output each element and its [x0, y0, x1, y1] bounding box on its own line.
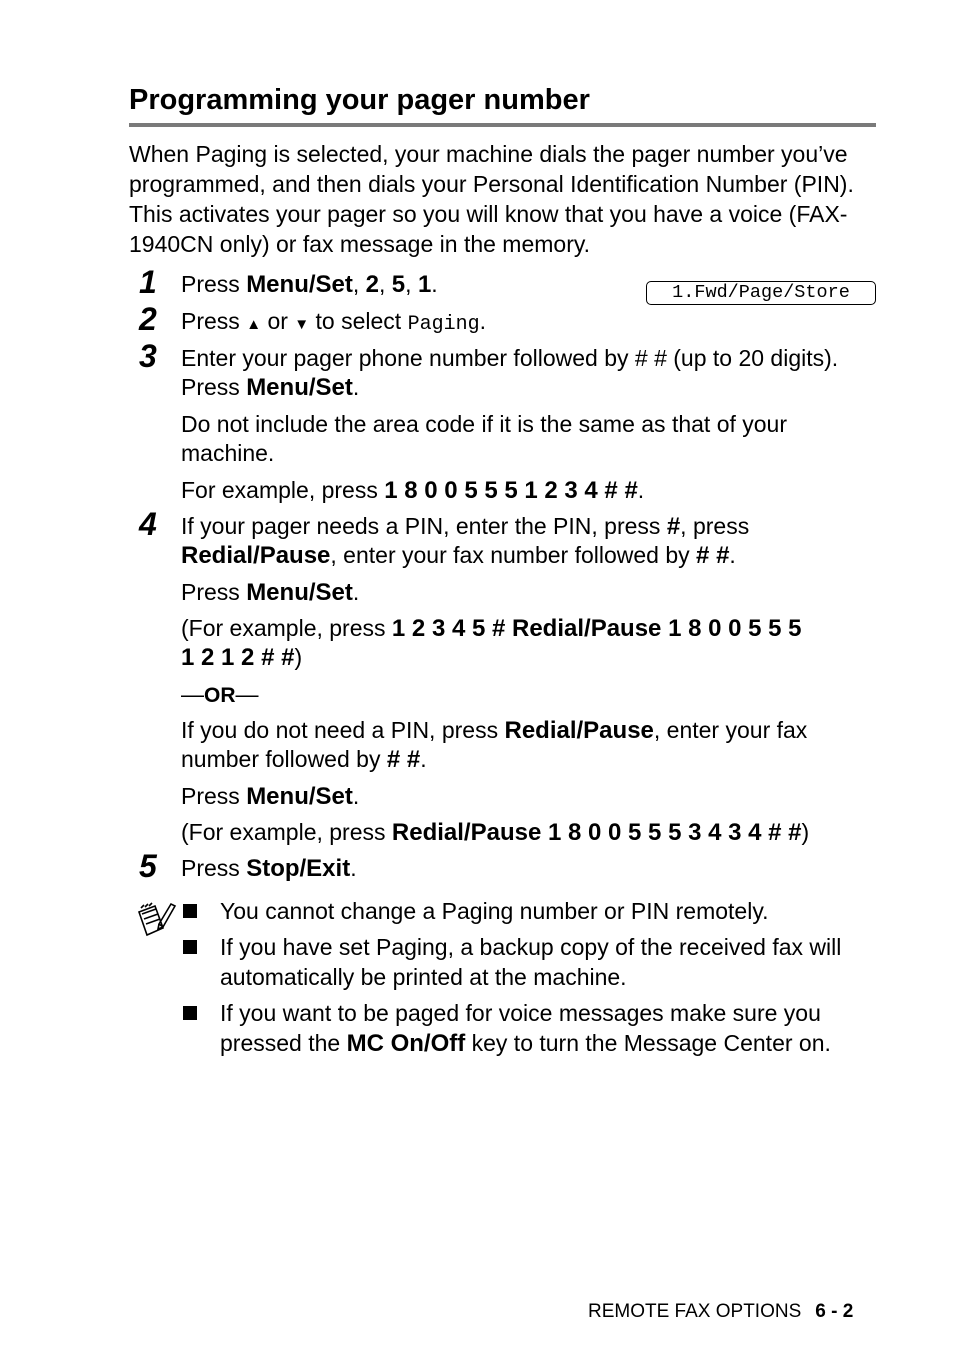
step-3-example: For example, press 1 8 0 0 5 5 5 1 2 3 4 # #. [181, 477, 645, 504]
title-rule [129, 123, 876, 127]
step-number-5: 5 [139, 848, 157, 884]
step-4-line1: If your pager needs a PIN, enter the PIN, press #, press [181, 513, 750, 540]
step-4-line2: Redial/Pause, enter your fax number followed by # #. [181, 542, 736, 569]
down-arrow-icon: ▼ [294, 316, 310, 333]
bullet-1 [183, 904, 197, 918]
step-4-press2: Press Menu/Set. [181, 783, 360, 810]
step-3-press: Press Menu/Set. [181, 374, 360, 401]
note-3-line1: If you want to be paged for voice messages make sure you [220, 1000, 821, 1026]
step-4-alt-line1: If you do not need a PIN, press Redial/Pause, enter your fax [181, 717, 808, 744]
step-3-line1: Enter your pager phone number followed by # # (up to 20 digits). [181, 345, 839, 371]
step-2-text: Press ▲ or ▼ to select Paging. [181, 308, 486, 336]
lcd-display: 1.Fwd/Page/Store [646, 281, 876, 305]
step-3-para1: Do not include the area code if it is the same as that of your [181, 411, 788, 437]
step-4-or: —OR— [181, 681, 259, 707]
step-1-text: Press Menu/Set, 2, 5, 1. [181, 271, 438, 298]
step-4-press: Press Menu/Set. [181, 579, 360, 606]
bullet-2 [183, 940, 197, 954]
step-4-example1-line1: (For example, press 1 2 3 4 5 # Redial/Pause 1 8 0 0 5 5 5 [181, 615, 802, 642]
page-title: Programming your pager number [129, 84, 590, 116]
step-number-4: 4 [139, 506, 157, 542]
step-4-alt-line2: number followed by # #. [181, 746, 427, 773]
note-2-line2: automatically be printed at the machine. [220, 964, 627, 990]
step-4-example1-line2: 1 2 1 2 # #) [181, 644, 303, 671]
step-5-text: Press Stop/Exit. [181, 855, 357, 882]
up-arrow-icon: ▲ [246, 316, 262, 333]
page-footer [588, 1300, 853, 1324]
intro-paragraph: When Paging is selected, your machine dials the pager number you’ve programmed, and then dials your Personal Identification Number (PIN). This activates your pager so you will know that you have a voice (FAX-1940CN only) or fax message in the memory. [129, 141, 854, 257]
note-1: You cannot change a Paging number or PIN remotely. [220, 898, 769, 924]
step-number-2: 2 [139, 301, 157, 337]
step-number-1: 1 [139, 264, 157, 300]
bullet-3 [183, 1006, 197, 1020]
page-number: 6 - 2 [815, 1301, 854, 1322]
footer-section: REMOTE FAX OPTIONS [588, 1301, 802, 1322]
step-3-para2: machine. [181, 440, 275, 466]
step-number-3: 3 [139, 338, 157, 374]
step-4-example2: (For example, press Redial/Pause 1 8 0 0 5 5 5 3 4 3 4 # #) [181, 819, 810, 846]
note-pad-icon [135, 898, 179, 942]
note-2-line1: If you have set Paging, a backup copy of the received fax will [220, 934, 842, 960]
note-3-line2: pressed the MC On/Off key to turn the Message Center on. [220, 1030, 831, 1057]
